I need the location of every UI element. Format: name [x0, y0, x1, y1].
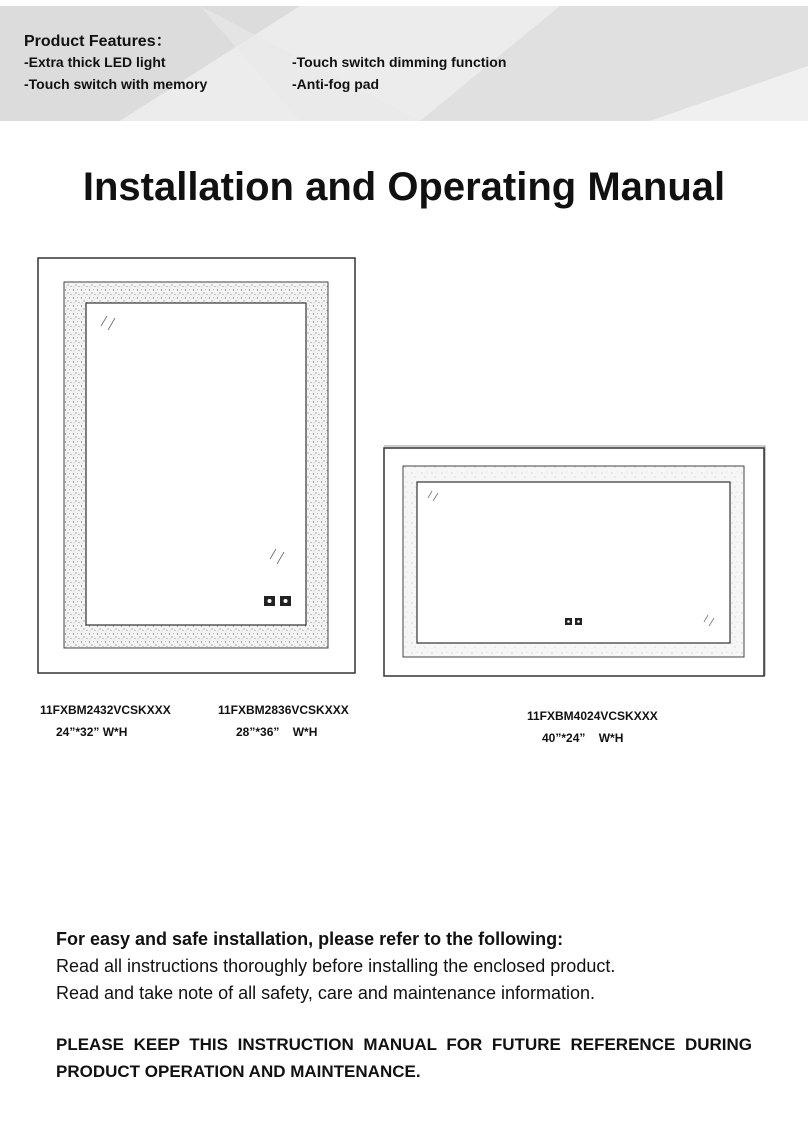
feature-item: -Anti-fog pad: [292, 76, 380, 92]
landscape-mirror: [384, 446, 765, 676]
model-size: 28”*36” W*H: [236, 725, 318, 739]
model-size: 24”*32” W*H: [56, 725, 128, 739]
feature-item: -Touch switch with memory: [24, 76, 208, 92]
instruction-line: Read all instructions thoroughly before installing the enclosed product.: [56, 956, 616, 976]
model-code: 11FXBM4024VCSKXXX: [527, 709, 658, 723]
installation-intro: For easy and safe installation, please refer to the following:: [56, 929, 564, 949]
feature-item: -Extra thick LED light: [24, 54, 166, 70]
keep-manual-notice: PLEASE KEEP THIS INSTRUCTION MANUAL FOR FUTURE REFERENCE DURING PRODUCT OPERATION AND MAINTENANCE.: [56, 1035, 752, 1081]
product-features-title: Product Features：: [24, 33, 172, 50]
portrait-mirror: [38, 258, 355, 673]
manual-title: Installation and Operating Manual: [82, 165, 726, 209]
feature-item: -Touch switch dimming function: [292, 54, 507, 70]
model-size: 40”*24” W*H: [542, 731, 624, 745]
instruction-line: Read and take note of all safety, care and maintenance information.: [56, 983, 595, 1003]
model-code: 11FXBM2836VCSKXXX: [218, 703, 349, 717]
model-code: 11FXBM2432VCSKXXX: [40, 703, 171, 717]
